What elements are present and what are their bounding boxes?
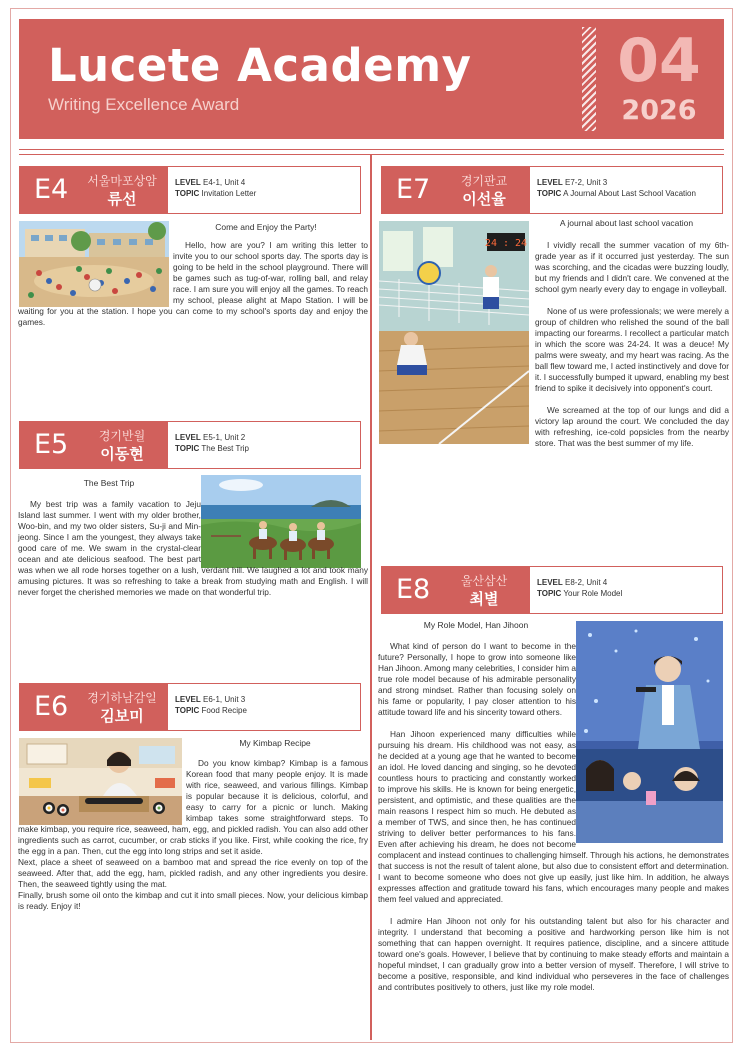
level-value: E4-1, Unit 4: [203, 178, 246, 187]
image-float-spacer: [18, 240, 173, 306]
entry-paragraph: Han Jihoon experienced many difficulties while pursuing his dream. His childhood was not easy, as he decided at a young age that he wanted to become an idol. He loved dancing and singing, so he devoted countless hours to practicing and constantly worked to improve his skills. He is known for being energetic, persistent, and optimistic, and these qualities are the main reasons I respect him so much. He debuted as a member of TWS, and since then, he has continued striving to deliver better performances to his fans. Even after achieving his dream, he does not become complacent and instead continues to challenging himself. Through his actions, he demonstrates that success is not the result of talent alone, but also due to consistent effort and determination. I want to become someone who does not give up easily, just like him. In addition, he always expresses affection and gratitude toward his fans, which encourages many people and makes them feel valued and appreciated.: [378, 729, 729, 904]
level-label: LEVEL: [537, 178, 563, 187]
entry-campus: 경기판교: [460, 174, 508, 188]
entry-code: E5: [34, 429, 69, 460]
column-divider: [370, 155, 372, 1040]
topic-value: Food Recipe: [201, 706, 247, 715]
entry-e5-header: [19, 421, 361, 469]
entry-e8-header: [381, 566, 723, 614]
image-float-spacer: [576, 641, 729, 843]
entry-meta: [537, 177, 696, 199]
entry-badge: [382, 167, 530, 213]
topic-label: TOPIC: [537, 189, 562, 198]
entry-e8-body: [378, 641, 729, 1004]
entry-paragraph: None of us were professionals; we were merely a group of children who relished the sound of the ball impacting our forearms. I recollect a particular match in which the score was 24-24. It was a deuce! My palms were sweaty, and my heart was racing. As the ball flew toward me, I acted instinctively and dove for it. I successfully bumped it upward, enabling my best friend to spike it decisively into opponent's court.: [535, 306, 729, 393]
topic-value: Your Role Model: [563, 589, 623, 598]
entry-code: E6: [34, 691, 69, 722]
level-label: LEVEL: [175, 178, 201, 187]
level-value: E7-2, Unit 3: [565, 178, 608, 187]
entry-e6-title: My Kimbap Recipe: [239, 738, 311, 748]
entry-paragraph: Finally, brush some oil onto the kimbap and cut it into small pieces. Now, your delicious kimbap is ready. Enjoy it!: [18, 890, 368, 911]
entry-e7-header: [381, 166, 723, 214]
level-label: LEVEL: [175, 433, 201, 442]
entry-meta: [175, 432, 249, 454]
header-banner: [19, 19, 724, 139]
entry-paragraph: I vividly recall the summer vacation of my 6th-grade year as if it occurred just yesterday. The sun was scorching, and the cicadas were buzzing loudly, but my friends and I didn't care. We convened at the school gym nearly every day to engage in volleyball.: [535, 240, 729, 294]
entry-student-name: 이선율: [462, 191, 506, 208]
level-value: E6-1, Unit 3: [203, 695, 246, 704]
page-subtitle: Writing Excellence Award: [48, 95, 240, 114]
issue-number: 04: [617, 26, 701, 96]
entry-code: E7: [396, 174, 431, 205]
topic-label: TOPIC: [537, 589, 562, 598]
entry-badge: [20, 422, 168, 468]
entry-student-name: 최별: [469, 591, 499, 608]
topic-value: A Journal About Last School Vacation: [563, 189, 696, 198]
topic-label: TOPIC: [175, 444, 200, 453]
entry-e7-title: A journal about last school vacation: [559, 218, 694, 228]
entry-e6-body: [18, 758, 368, 923]
entry-badge: [20, 167, 168, 213]
entry-e4-header: [19, 166, 361, 214]
entry-code: E8: [396, 574, 431, 605]
entry-e7-body: [378, 240, 729, 460]
issue-year: 2026: [621, 95, 697, 126]
entry-badge: [20, 684, 168, 730]
entry-e8-title: My Role Model, Han Jihoon: [423, 620, 529, 630]
entry-e4-title: Come and Enjoy the Party!: [215, 222, 317, 232]
entry-campus: 울산삼산: [460, 574, 508, 588]
entry-paragraph: What kind of person do I want to become in the future? Personally, I hope to grow into someone like Han Jihoon. Among many celebrities, I consider him a true role model because of his admirable personality and strong mindset. Rather than focusing solely on his fame or popularity, I pay closer attention to his attitude toward life and his sincerity toward others.: [378, 641, 576, 717]
entry-paragraph: My best trip was a family vacation to Jeju Island last summer. I went with my older brother, Woo-bin, and my two older sisters, Su-ji and Min-jeong. Since I am the youngest, they always take good care of me. We swam in the crystal-clear ocean and ate delicious seafood. The best part was when we all rode horses together on a lush, verdant hill. We laughed a lot and took many amusing pictures. It was so refreshing to take a break from studying math and English. I will never forget the cherished memories we made on that wonderful trip.: [18, 499, 368, 597]
image-float-spacer: [201, 499, 368, 565]
topic-value: Invitation Letter: [201, 189, 257, 198]
level-label: LEVEL: [175, 695, 201, 704]
image-float-spacer: [378, 240, 535, 444]
topic-label: TOPIC: [175, 706, 200, 715]
header-divider-top: [19, 149, 724, 150]
level-value: E8-2, Unit 4: [565, 578, 608, 587]
entry-meta: [537, 577, 622, 599]
entry-e4-body: [18, 240, 368, 339]
entry-paragraph: We screamed at the top of our lungs and did a victory lap around the court. We concluded the day with refreshing, ice-cold popsicles from the nearby store. That was the best summer of my life.: [535, 405, 729, 448]
hatch-decoration: [582, 27, 596, 131]
entry-paragraph: Hello, how are you? I am writing this letter to invite you to our school sports day. The sports day is going to be held in the school playground. There will be games such as tug-of-war, rolling ball, and relay race. I am sure you will enjoy all the games. To reach my school, please alight at Mapo Station. I will be waiting for you at the station. I hope you can come to my school's sports day and enjoy the games.: [18, 240, 368, 327]
scoreboard-text: 24 : 24: [484, 238, 528, 249]
entry-campus: 서울마포상암: [87, 174, 157, 188]
topic-label: TOPIC: [175, 189, 200, 198]
entry-student-name: 이동현: [100, 446, 144, 463]
level-label: LEVEL: [537, 578, 563, 587]
level-value: E5-1, Unit 2: [203, 433, 246, 442]
page-title: Lucete Academy: [48, 39, 472, 92]
entry-badge: [382, 567, 530, 613]
entry-e5-title: The Best Trip: [83, 478, 135, 488]
entry-paragraph: Do you know kimbap? Kimbap is a famous Korean food that many people enjoy. It is made with rice, seaweed, and various fillings. Kimbap is popular because it is delicious, colorful, and easy to carry for a picnic or lunch. Making kimbap takes some straightforward steps. To make kimbap, you require rice, seaweed, ham, egg, and pickled radish. You can also add other ingredients such as carrot, cucumber, or crab sticks if you like. First, while cooking the rice, fry the egg in a pan. Then, cut the egg into long strips and set it aside.: [18, 758, 368, 856]
entry-paragraph: I admire Han Jihoon not only for his outstanding talent but also for his character and integrity. I understand that becoming a positive and hardworking person like him is not something that can happen overnight. It requires patience, discipline, and a sincere attitude toward one's goals. However, I believe that by continuing to make steady efforts and maintain a hopeful mindset, I can gradually grow into a better version of myself. Therefore, I will strive to become a positive, responsible, and kind individual who perseveres in the face of challenges and contributes positively to others, just like my role model.: [378, 916, 729, 992]
entry-student-name: 김보미: [100, 708, 144, 725]
entry-e6-header: [19, 683, 361, 731]
entry-code: E4: [34, 174, 69, 205]
entry-meta: [175, 177, 256, 199]
image-float-spacer: [18, 758, 186, 824]
entry-paragraph: Next, place a sheet of seaweed on a bamboo mat and spread the rice evenly on top of the seaweed. After that, add the egg, ham, pickled radish, and any other ingredients you desire. Then, the seaweed tightly using the mat.: [18, 857, 368, 889]
entry-meta: [175, 694, 247, 716]
entry-campus: 경기하남감일: [87, 691, 157, 705]
entry-e5-body: [18, 499, 368, 609]
entry-student-name: 류선: [107, 191, 137, 208]
topic-value: The Best Trip: [201, 444, 249, 453]
entry-campus: 경기반월: [98, 429, 146, 443]
